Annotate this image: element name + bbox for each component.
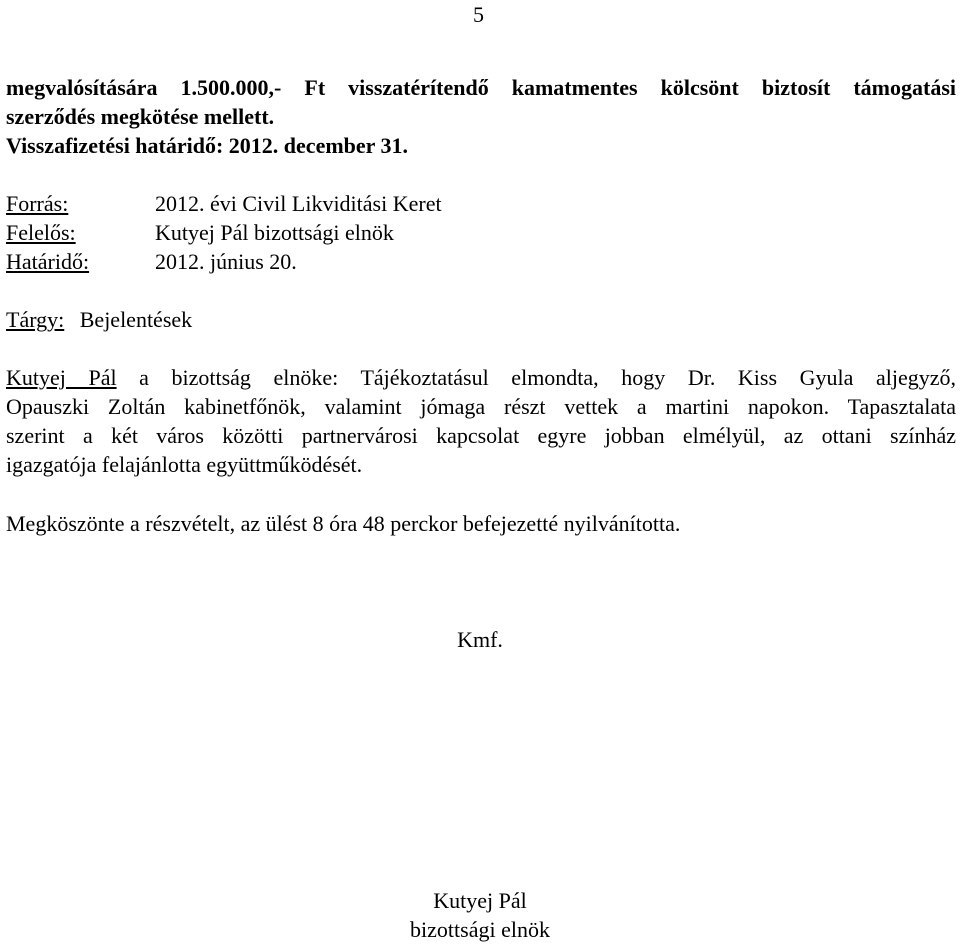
subject-value: Bejelentések bbox=[79, 307, 193, 332]
forras-label: Forrás: bbox=[6, 191, 69, 216]
hatarido-label: Határidő: bbox=[6, 249, 90, 274]
felelos-label: Felelős: bbox=[6, 220, 76, 245]
deadline-line: Visszafizetési határidő: 2012. december 31. bbox=[6, 133, 409, 158]
closing-line: Megköszönte a részvételt, az ülést 8 óra 48 perckor befejezetté nyilvánította. bbox=[6, 511, 681, 536]
body-line: szerint a két város közötti partnervárosi kapcsolat egyre jobban elmélyül, az ottani színház bbox=[6, 423, 956, 448]
speaker-name: Kutyej Pál bbox=[6, 365, 117, 390]
intro-paragraph bbox=[6, 73, 956, 160]
kmf-label: Kmf. bbox=[457, 627, 503, 652]
forras-value: 2012. évi Civil Likviditási Keret bbox=[155, 191, 442, 216]
body-line-rest: a bizottság elnöke: Tájékoztatásul elmondta, hogy Dr. Kiss Gyula aljegyző, bbox=[116, 365, 956, 390]
signatory-title: bizottsági elnök bbox=[410, 917, 550, 942]
body-line: igazgatója felajánlotta együttműködését. bbox=[6, 452, 363, 477]
felelos-value: Kutyej Pál bizottsági elnök bbox=[155, 220, 394, 245]
intro-line: megvalósítására 1.500.000,- Ft visszatérítendő kamatmentes kölcsönt biztosít támogatási bbox=[6, 75, 956, 100]
subject-row bbox=[6, 305, 192, 334]
subject-label: Tárgy: bbox=[6, 307, 65, 332]
page-number: 5 bbox=[473, 2, 484, 27]
signatory-name: Kutyej Pál bbox=[433, 888, 527, 913]
body-line: Opauszki Zoltán kabinetfőnök, valamint jómaga részt vettek a martini napokon. Tapasztalata bbox=[6, 394, 956, 419]
intro-line: szerződés megkötése mellett. bbox=[6, 104, 275, 129]
body-paragraph bbox=[6, 363, 956, 479]
hatarido-value: 2012. június 20. bbox=[155, 249, 297, 274]
body-line bbox=[6, 363, 956, 392]
